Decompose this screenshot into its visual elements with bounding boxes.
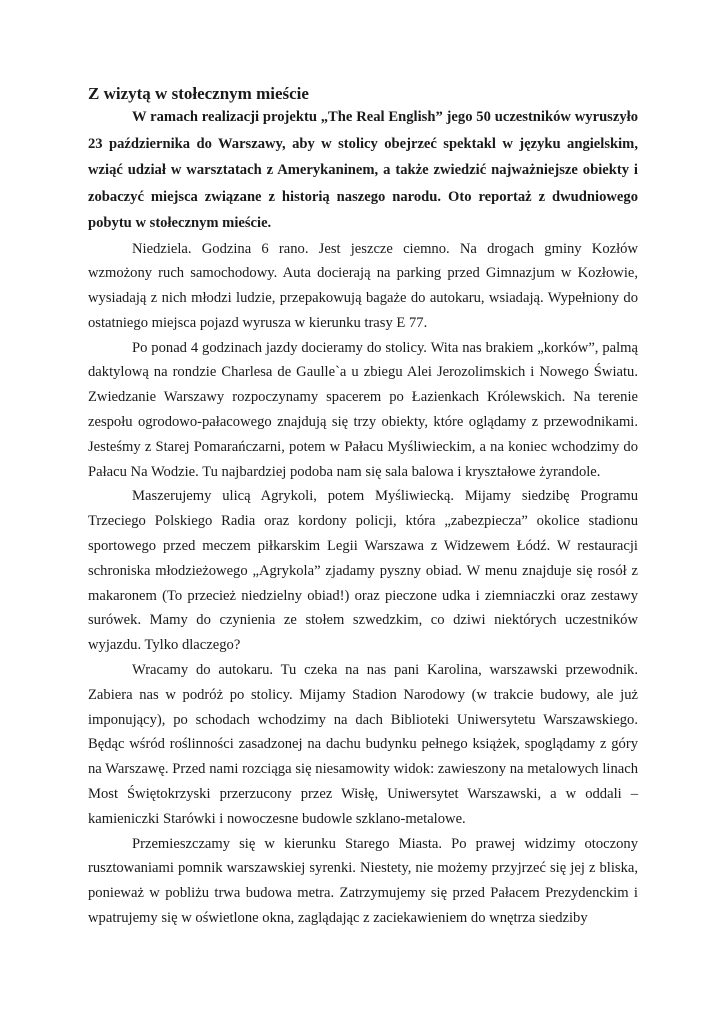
paragraph-2: Po ponad 4 godzinach jazdy docieramy do stolicy. Wita nas brakiem „korków”, palmą daktylową na rondzie Charlesa de Gaulle`a u zbiegu Alei Jerozolimskich i Nowego Światu. Zwiedzanie Warszawy rozpoczynamy spacerem po Łazienkach Królewskich. Na terenie zespołu ogrodowo-pałacowego znajdują się trzy obiekty, które oglądamy z przewodnikami. Jesteśmy z Starej Pomarańczarni, potem w Pałacu Myśliwieckim, a na koniec wchodzimy do Pałacu Na Wodzie. Tu najbardziej podoba nam się sala balowa i kryształowe żyrandole. xyxy=(88,339,638,480)
paragraph-4: Wracamy do autokaru. Tu czeka na nas pani Karolina, warszawski przewodnik. Zabiera nas w podróż po stolicy. Mijamy Stadion Narodowy (w trakcie budowy, ale już imponujący), po schodach wchodzimy na dach Biblioteki Uniwersytetu Warszawskiego. Będąc wśród roślinności zasadzonej na dachu budynku pełnego książek, spoglądamy z góry na Warszawę. Przed nami rozciąga się niesamowity widok: zawieszony na metalowych linach Most Świętokrzyski przerzucony przez Wisłę, Uniwersytet Warszawski, a w oddali – kamieniczki Starówki i nowoczesne budowle szklano-metalowe. xyxy=(88,662,638,827)
paragraph-3: Maszerujemy ulicą Agrykoli, potem Myśliwiecką. Mijamy siedzibę Programu Trzeciego Polskiego Radia oraz kordony policji, która „zabezpiecza” okolice stadionu sportowego przed meczem piłkarskim Legii Warszawa z Widzewem Łódź. W restauracji schroniska młodzieżowego „Agrykola” zjadamy pyszny obiad. W menu znajduje się rosół z makaronem (To przecież niedzielny obiad!) oraz pieczone udka i ziemniaczki oraz zestawy surówek. Mamy do czynienia ze stołem szwedzkim, co dziwi niektórych uczestników wyjazdu. Tylko dlaczego? xyxy=(88,488,638,654)
article-lead: W ramach realizacji projektu „The Real English” jego 50 uczestników wyruszyło 23 października do Warszawy, aby w stolicy obejrzeć spektakl w języku angielskim, wziąć udział w warsztatach z Amerykaninem, a także zwiedzić najważniejsze obiekty i zobaczyć miejsca związane z historią naszego narodu. Oto reportaż z dwudniowego pobytu w stołecznym mieście. xyxy=(88,109,638,231)
paragraph-1: Niedziela. Godzina 6 rano. Jest jeszcze ciemno. Na drogach gminy Kozłów wzmożony ruch samochodowy. Auta docierają na parking przed Gimnazjum w Kozłowie, wysiadają z nich młodzi ludzie, przepakowują bagaże do autokaru, wsiadają. Wypełniony do ostatniego miejsca pojazd wyrusza w kierunku trasy E 77. xyxy=(88,240,638,331)
document-page xyxy=(88,84,638,931)
article-title: Z wizytą w stołecznym mieście xyxy=(88,84,309,103)
paragraph-5: Przemieszczamy się w kierunku Starego Miasta. Po prawej widzimy otoczony rusztowaniami pomnik warszawskiej syrenki. Niestety, nie możemy przyjrzeć się jej z bliska, ponieważ w pobliżu trwa budowa metra. Zatrzymujemy się przed Pałacem Prezydenckim i wpatrujemy się w oświetlone okna, zaglądając z zaciekawieniem do wnętrza siedziby xyxy=(88,835,638,927)
